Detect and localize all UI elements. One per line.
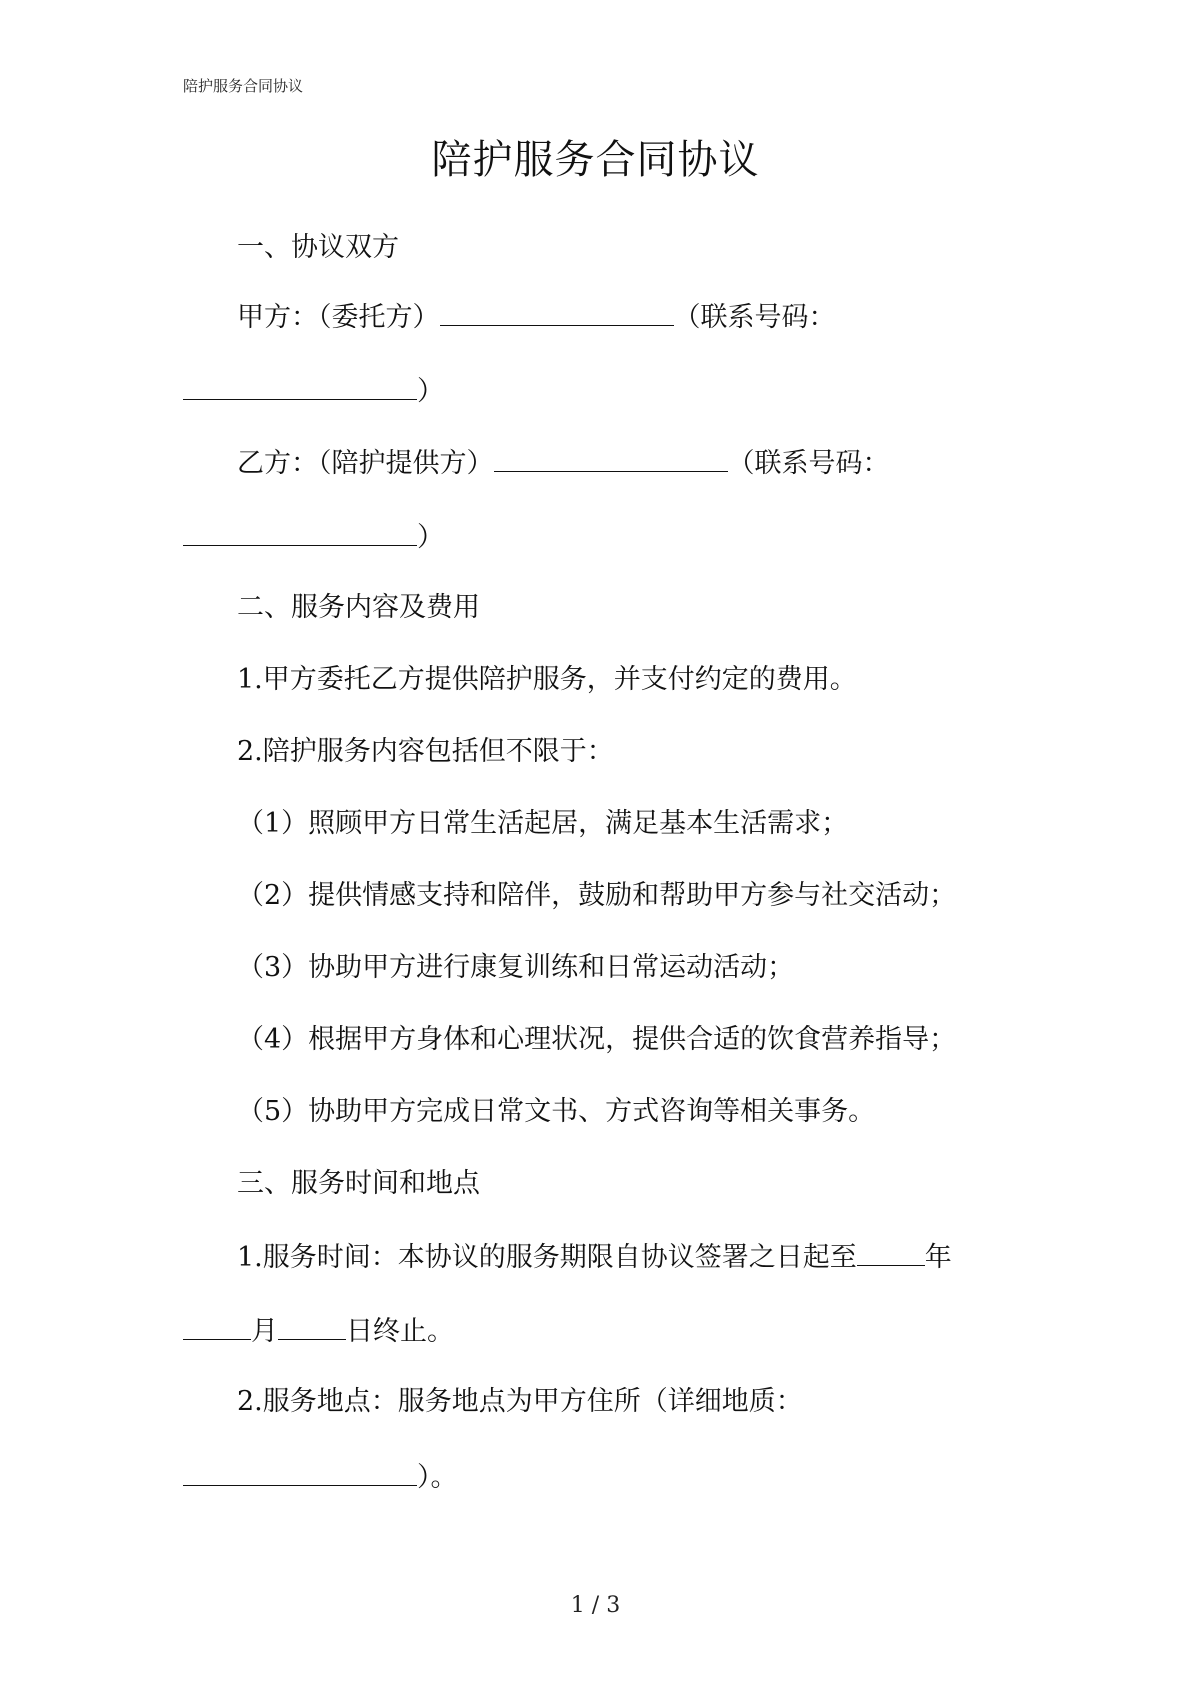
page-number: 1 / 3 [570,1593,621,1618]
service-subitem: （2）提供情感支持和陪伴，鼓励和帮助甲方参与社交活动； [237,880,957,911]
party-b-line [237,444,890,482]
party-b-label: 乙方：（陪护提供方） [237,448,494,479]
party-b-contact-close: ） [417,522,444,553]
party-a-phone-blank [183,372,417,400]
party-a-label: 甲方：（委托方） [237,302,440,333]
year-label: 年 [924,1242,952,1273]
party-a-contact-close: ） [417,376,444,407]
service-subitem: （3）协助甲方进行康复训练和日常运动活动； [237,952,795,983]
day-end-label: 日终止。 [346,1316,454,1347]
document-title: 陪护服务合同协议 [431,137,760,183]
service-time-label: 1.服务时间：本协议的服务期限自协议签署之日起至 [237,1242,857,1273]
end-day-blank [278,1312,346,1340]
service-subitem: （4）根据甲方身体和心理状况，提供合适的饮食营养指导； [237,1024,957,1055]
party-a-name-blank [440,298,674,326]
party-a-contact-line [183,372,444,410]
service-subitem: （5）协助甲方完成日常文书、方式咨询等相关事务。 [237,1096,876,1127]
service-clause-1: 1.甲方委托乙方提供陪护服务，并支付约定的费用。 [237,664,857,695]
address-close: ）。 [417,1462,458,1493]
month-label: 月 [251,1316,278,1347]
section-heading-parties: 一、协议双方 [237,232,399,263]
party-b-contact-line [183,518,444,556]
party-b-contact-label: （联系号码： [727,448,890,479]
party-b-name-blank [494,444,728,472]
section-heading-time-place: 三、服务时间和地点 [237,1168,480,1199]
party-b-phone-blank [183,518,417,546]
end-year-blank [857,1238,925,1266]
party-a-contact-label: （联系号码： [673,302,836,333]
service-place-continued [183,1458,458,1496]
service-place-line: 2.服务地点：服务地点为甲方住所（详细地质： [237,1386,803,1417]
section-heading-service-content: 二、服务内容及费用 [237,592,480,623]
end-month-blank [183,1312,251,1340]
service-clause-2: 2.陪护服务内容包括但不限于： [237,736,614,767]
service-subitem: （1）照顾甲方日常生活起居，满足基本生活需求； [237,808,849,839]
address-blank [183,1458,417,1486]
service-time-continued [183,1312,454,1350]
party-a-line [237,298,836,336]
service-time-line [237,1238,952,1276]
running-header: 陪护服务合同协议 [183,77,304,95]
